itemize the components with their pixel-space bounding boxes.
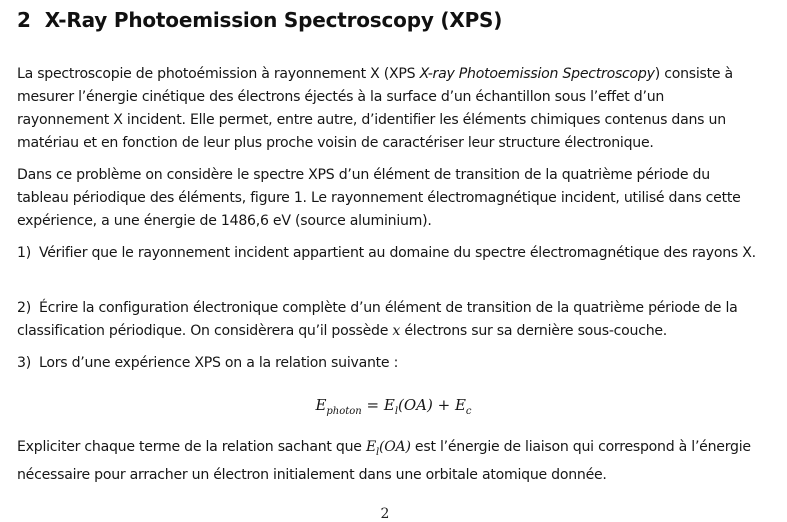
question-2-number: 2) xyxy=(17,300,31,316)
explanation-text-after: est l’énergie de liaison qui correspond à l’énergie nécessaire pour arracher un électron initialement dans une orbitale atomique donnée. xyxy=(17,439,751,483)
question-1-text: Vérifier que le rayonnement incident appartient au domaine du spectre électromagnétique des rayons X. xyxy=(38,245,756,261)
equation-term1: E xyxy=(383,396,395,414)
equation-lhs: E xyxy=(315,396,327,414)
intro-text-part1: La spectroscopie de photoémission à rayonnement X (XPS xyxy=(17,66,420,82)
intro-text-italic: X-ray Photoemission Spectroscopy xyxy=(419,66,655,82)
explanation-math-sub: l xyxy=(376,446,379,458)
equation-lhs-sub: photon xyxy=(326,406,362,417)
question-1 xyxy=(17,242,759,265)
question-1-number: 1) xyxy=(17,245,31,261)
question-3 xyxy=(17,352,759,375)
problem-text: Dans ce problème on considère le spectre XPS d’un élément de transition de la quatrième période du tableau périodique des éléments, figure 1. Le rayonnement électromagnétique incident, utilisé dans cette expérience, a une énergie de 1486,6 eV (source aluminium). xyxy=(17,167,741,229)
explanation-text-before: Expliciter chaque terme de la relation sachant que xyxy=(17,439,366,455)
question-3-text: Lors d’une expérience XPS on a la relation suivante : xyxy=(38,355,399,371)
question-2-math-x: x xyxy=(392,323,401,339)
section-title: X-Ray Photoemission Spectroscopy (XPS) xyxy=(44,8,503,32)
equation-term2-sub: c xyxy=(465,406,472,417)
explanation-paragraph xyxy=(17,436,759,487)
explanation-math-arg: (OA) xyxy=(378,439,411,455)
page-number: 2 xyxy=(380,506,390,522)
question-2-text-before: Écrire la configuration électronique complète d’un élément de transition de la quatrième période de la classification périodique. On considèrera qu’il possède xyxy=(17,300,738,339)
equation xyxy=(0,396,787,417)
intro-paragraph xyxy=(17,63,759,155)
equation-term2: E xyxy=(454,396,466,414)
section-heading xyxy=(17,8,502,32)
intro-text-part3: ) consiste à mesurer l’énergie cinétique des électrons éjectés à la surface d’un échantillon sous l’effet d’un rayonnement X incident. Elle permet, entre autre, d’identifier les éléments chimiques contenus dans un matériau et en fonction de leur plus proche voisin de caractériser leur structure électronique. xyxy=(17,66,733,151)
question-2 xyxy=(17,297,759,343)
problem-paragraph xyxy=(17,164,759,233)
question-3-number: 3) xyxy=(17,355,31,371)
equation-term1-arg: (OA) xyxy=(398,396,433,414)
explanation-math-E: E xyxy=(365,439,377,455)
question-2-text-after: électrons sur sa dernière sous-couche. xyxy=(400,323,668,339)
equation-plus: + xyxy=(432,396,455,414)
equation-equals: = xyxy=(361,396,384,414)
section-number: 2 xyxy=(17,8,31,32)
equation-term1-sub: l xyxy=(394,406,399,417)
